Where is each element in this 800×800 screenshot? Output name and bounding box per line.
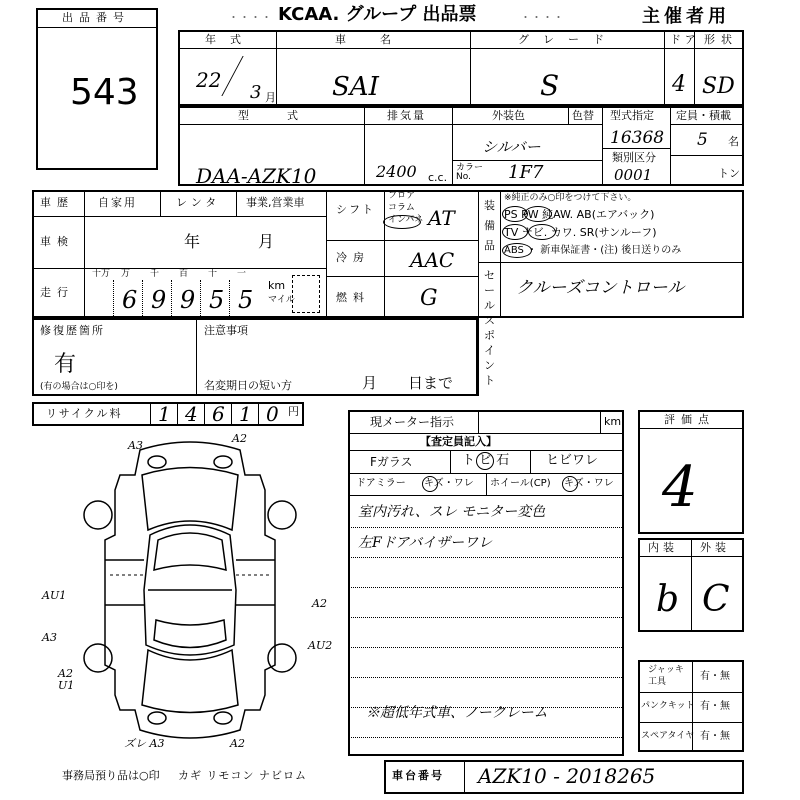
inspection-label: 車検 xyxy=(40,235,74,248)
class-label: 類別区分 xyxy=(612,151,656,164)
chassis-label: 車台番号 xyxy=(392,769,444,782)
mark-a2-top-right: A2 xyxy=(232,432,247,445)
mirror-circle xyxy=(422,476,438,492)
shift-circle xyxy=(383,215,424,229)
shift-option-0: フロア xyxy=(388,191,416,201)
shift-option-1: コラム xyxy=(388,203,415,213)
km-label: km xyxy=(268,279,286,292)
exterior-label: 外装 xyxy=(700,541,730,554)
basic-info-table xyxy=(178,30,744,106)
mileage-digit-1: 6 xyxy=(122,286,138,314)
capacity-label: 定員・積載 xyxy=(676,109,731,122)
displacement-label: 排気量 xyxy=(387,109,426,122)
name-change-month: 月 xyxy=(362,374,378,392)
color-no-value: 1F7 xyxy=(508,162,544,183)
inspection-year: 年 xyxy=(184,232,201,251)
jack-yes-no: 有・無 xyxy=(700,671,730,682)
equipment-row3: ABS ・ 新車保証書・(注) 後日送りのみ xyxy=(504,245,682,256)
equipment-note: ※純正のみ○印をつけて下さい。 xyxy=(504,193,637,203)
cc-unit: c.c. xyxy=(428,171,448,184)
fuel-value: G xyxy=(420,286,438,311)
mileage-unit-1: 万 xyxy=(121,269,131,279)
mileage-digit-5: 5 xyxy=(238,286,254,314)
wheel-options: キズ・ワレ xyxy=(564,478,614,489)
inspector-note-2: 左Fドアバイザーワレ xyxy=(358,535,493,551)
office-items: カギ リモコン ナビロム xyxy=(178,769,307,782)
recycle-digit-3: 1 xyxy=(239,402,252,426)
shift-label: シフト xyxy=(336,203,375,216)
inspector-note-3: ※超低年式車、ノークレーム xyxy=(366,705,548,721)
recycle-digit-2: 6 xyxy=(212,402,225,426)
make-value: SAI xyxy=(332,72,379,102)
score-label: 評価点 xyxy=(664,413,715,426)
recycle-unit: 円 xyxy=(288,405,299,418)
wheel-label: ホイール(CP) xyxy=(490,478,551,489)
mark-a3-top-left: A3 xyxy=(128,439,143,452)
grade-label: グレード xyxy=(518,33,618,46)
body-value: SD xyxy=(702,74,735,99)
color-label: 外装色 xyxy=(492,109,525,122)
year-value: 22 xyxy=(196,68,222,92)
mark-a2-right: A2 xyxy=(312,597,327,610)
name-change-label: 名変期日の短い方 xyxy=(204,379,292,392)
mileage-label: 走行 xyxy=(40,286,74,299)
puncture-yes-no: 有・無 xyxy=(700,701,730,712)
history-private: 自家用 xyxy=(98,196,137,209)
mark-a3-left: A3 xyxy=(42,631,57,644)
recycle-digit-4: 0 xyxy=(266,402,279,426)
car-damage-diagram xyxy=(60,430,320,750)
mile-box xyxy=(292,275,320,313)
header-dots-2: ・・・・ xyxy=(520,11,564,24)
color-change-label: 色替 xyxy=(572,109,594,122)
equipment-row2: TV ナビ. カワ. SR(サンルーフ) xyxy=(504,226,657,239)
caution-label: 注意事項 xyxy=(204,324,248,337)
equipment-label: 装備品 xyxy=(484,199,495,252)
history-rental: レンタ xyxy=(176,196,221,209)
month-unit: 月 xyxy=(265,91,276,104)
recycle-digit-1: 4 xyxy=(185,402,198,426)
ac-value: AAC xyxy=(410,248,455,272)
inspector-note-1: 室内汚れ、スレ モニター変色 xyxy=(358,504,546,520)
glass-label: Fガラス xyxy=(370,455,413,469)
recycle-label: リサイクル料 xyxy=(46,407,123,420)
mirror-options: キズ・ワレ xyxy=(424,478,474,489)
recycle-digit-0: 1 xyxy=(158,402,171,426)
header-dots: ・・・・ xyxy=(228,11,272,24)
month-value: 3 xyxy=(250,82,262,103)
shift-option-2: インパネ xyxy=(388,215,424,225)
mileage-digit-2: 9 xyxy=(151,286,167,314)
capacity-value: 5 xyxy=(697,130,708,150)
mark-au2-right: AU2 xyxy=(308,639,333,652)
office-note: 事務局預り品は○印 xyxy=(62,769,160,782)
type-designation-value: 16368 xyxy=(610,128,665,148)
sales-point-label: セールスポイント xyxy=(484,269,495,387)
meter-km: km xyxy=(604,415,622,428)
mirror-label: ドアミラー xyxy=(356,478,406,489)
model-label: 型式 xyxy=(238,109,336,122)
mark-zure-a3: ズレ A3 xyxy=(124,737,165,750)
ac-label: 冷房 xyxy=(336,251,370,264)
spare-yes-no: 有・無 xyxy=(700,731,730,742)
spare-label: スペアタイヤ xyxy=(641,731,695,741)
navi-circle xyxy=(528,224,556,240)
inspector-header: 【査定員記入】 xyxy=(420,435,497,448)
pw-circle xyxy=(524,206,552,222)
inspection-month: 月 xyxy=(258,232,275,251)
year-label: 年式 xyxy=(205,33,255,46)
organizer-label: 主催者用 xyxy=(642,6,730,27)
repair-label: 修復歴箇所 xyxy=(40,324,105,337)
mileage-digit-3: 9 xyxy=(180,286,196,314)
exterior-value: C xyxy=(702,579,730,620)
repair-value: 有 xyxy=(54,352,77,377)
interior-label: 内装 xyxy=(648,541,678,554)
mileage-digit-4: 5 xyxy=(209,286,225,314)
form-title: KCAA. グループ 出品票 xyxy=(278,4,477,25)
model-value: DAA-AZK10 xyxy=(196,164,317,188)
make-label: 車名 xyxy=(335,33,425,46)
equipment-row1: PS PW 純AW. AB(エアバック) xyxy=(504,208,655,221)
chassis-value: AZK10 - 2018265 xyxy=(478,764,656,788)
repair-note: (有の場合は○印を) xyxy=(40,382,118,392)
load-unit: トン xyxy=(718,167,740,180)
grade-value: S xyxy=(540,69,560,102)
shift-value: AT xyxy=(428,206,455,230)
lot-number: 543 xyxy=(70,72,139,113)
jack-label: ジャッキ工具 xyxy=(648,665,684,687)
crack-label: ヒビワレ xyxy=(546,453,599,468)
class-value: 0001 xyxy=(614,166,653,184)
glass-options: ト ビ 石 xyxy=(462,453,510,468)
lot-label: 出品番号 xyxy=(62,11,130,24)
mark-a2-bottom: A2 xyxy=(230,737,245,750)
history-commercial: 事業,営業車 xyxy=(246,196,305,209)
history-label: 車歴 xyxy=(40,196,74,209)
wheel-circle xyxy=(562,476,578,492)
doors-value: 4 xyxy=(672,72,686,97)
mark-au1-left: AU1 xyxy=(42,589,67,602)
sales-point-text: クルーズコントロール xyxy=(516,278,685,298)
interior-value: b xyxy=(656,579,680,620)
capacity-unit: 名 xyxy=(728,135,739,148)
puncture-label: パンクキット xyxy=(641,701,695,711)
tv-circle xyxy=(502,224,528,240)
fuel-label: 燃料 xyxy=(336,291,370,304)
mileage-unit-2: 千 xyxy=(150,269,160,279)
mileage-unit-4: 十 xyxy=(208,269,218,279)
body-label: 形状 xyxy=(704,33,738,46)
displacement-value: 2400 xyxy=(376,162,417,181)
mileage-unit-5: 一 xyxy=(237,269,247,279)
color-value: シルバー xyxy=(482,138,541,156)
name-change-day: 日まで xyxy=(408,374,454,392)
mile-label: マイル xyxy=(268,295,295,305)
mileage-unit-3: 百 xyxy=(179,269,189,279)
doors-label: ドア xyxy=(670,33,700,46)
mileage-unit-0: 十万 xyxy=(92,269,111,279)
mark-a2u1-left: A2 U1 xyxy=(58,667,75,692)
abs-circle xyxy=(502,243,532,258)
type-designation-label: 型式指定 xyxy=(610,109,654,122)
score-value: 4 xyxy=(662,455,698,520)
meter-label: 現メーター指示 xyxy=(370,415,455,429)
color-no-label: カラーNo. xyxy=(456,163,484,182)
glass-circle xyxy=(476,452,494,470)
